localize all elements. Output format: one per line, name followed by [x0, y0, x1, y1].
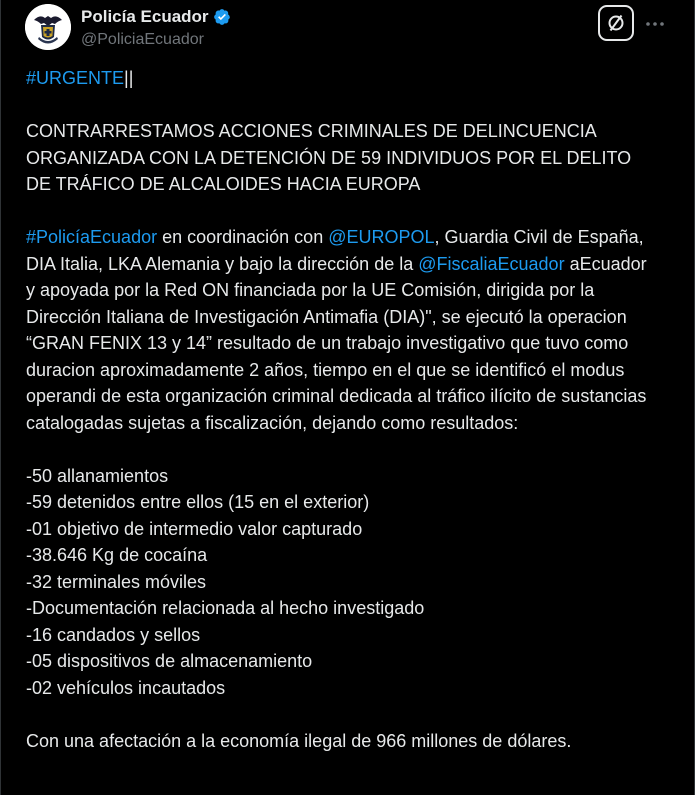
hashtag-policia-ecuador[interactable]: #PolicíaEcuador — [26, 227, 158, 247]
list-item: -50 allanamientos — [26, 465, 169, 486]
spacer — [26, 701, 656, 728]
spacer — [26, 92, 656, 119]
author-avatar[interactable] — [25, 4, 71, 50]
author-names — [81, 6, 231, 49]
headline: CONTRARRESTAMOS ACCIONES CRIMINALES DE DELINCUENCIA ORGANIZADA CON LA DETENCIÓN DE 59 INDIVIDUOS POR EL DELITO DE TRÁFICO DE ALCALOIDES HACIA EUROPA — [26, 121, 632, 194]
tweet-text — [26, 65, 656, 754]
hashtag-urgente[interactable]: #URGENTE — [26, 68, 125, 88]
author-handle[interactable]: @PoliciaEcuador — [81, 31, 204, 48]
grok-button[interactable] — [598, 5, 634, 41]
verified-badge-icon — [213, 8, 231, 26]
more-options-button[interactable] — [639, 8, 671, 40]
mention-europol[interactable]: @EUROPOL — [328, 227, 435, 247]
description-paragraph — [26, 224, 656, 436]
list-item: -16 candados y sellos — [26, 624, 201, 645]
urgent-line — [26, 65, 656, 92]
author-display-name[interactable]: Policía Ecuador — [81, 7, 209, 26]
tweet-header — [25, 4, 671, 54]
list-item: -59 detenidos entre ellos (15 en el exterior) — [26, 492, 370, 512]
list-item: -05 dispositivos de almacenamiento — [26, 651, 313, 671]
list-item: -38.646 Kg de cocaína — [26, 545, 208, 565]
display-name-row — [81, 6, 231, 28]
urgente-suffix: || — [124, 68, 134, 88]
description-text-1: en coordinación con — [157, 227, 329, 247]
closing-line: Con una afectación a la economía ilegal de 966 millones de dólares. — [26, 730, 572, 751]
spacer — [26, 198, 656, 225]
list-item: -02 vehículos incautados — [26, 677, 226, 698]
mention-fiscalia-ecuador[interactable]: @FiscaliaEcuador — [418, 253, 565, 274]
police-crest-icon — [25, 4, 71, 50]
results-list — [26, 463, 656, 702]
description-text-2: , Guardia Civil de España, DIA Italia, LKA Alemania y bajo la dirección de la — [26, 227, 644, 274]
list-item: -32 terminales móviles — [26, 571, 207, 592]
grok-icon — [607, 14, 625, 32]
spacer — [26, 436, 656, 463]
description-text-3: aEcuador y apoyada por la Red ON financiada por la UE Comisión, dirigida por la Dirección Italiana de Investigación Antimafia (DIA)", se ejecutó la operacion “GRAN FENIX 13 y 14” resultado de un trabajo investigativo que tuvo como duracion aproximadamente 2 años, tiempo en el que se identificó el modus operandi de esta organización criminal dedicada al tráfico ilícito de sustancias catalogadas sujetas a fiscalización, dejando como resultados: — [26, 253, 647, 433]
list-item: -01 objetivo de intermedio valor capturado — [26, 518, 363, 539]
list-item: -Documentación relacionada al hecho investigado — [26, 598, 425, 618]
more-dots-icon — [639, 8, 671, 40]
